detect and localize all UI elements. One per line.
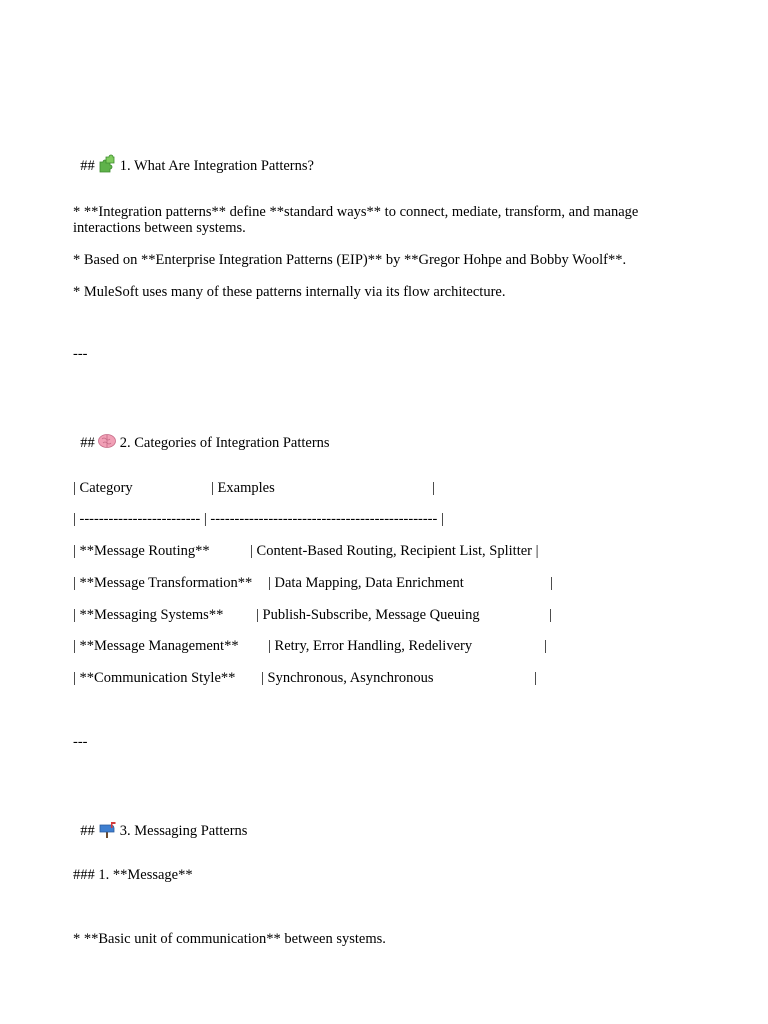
heading-prefix: ## bbox=[80, 158, 95, 174]
heading-text: 3. Messaging Patterns bbox=[119, 823, 248, 839]
table-row-2-examples: | Data Mapping, Data Enrichment bbox=[268, 575, 464, 591]
brain-icon bbox=[97, 431, 117, 451]
table-header-examples: | Examples bbox=[211, 480, 275, 496]
bullet-mulesoft: * MuleSoft uses many of these patterns internally via its flow architecture. bbox=[73, 284, 506, 300]
heading-text: 2. Categories of Integration Patterns bbox=[119, 435, 330, 451]
section-2-heading bbox=[73, 414, 330, 452]
table-row-4-category: | **Message Management** bbox=[73, 638, 239, 654]
mailbox-icon bbox=[97, 819, 117, 839]
table-row-4-end: | bbox=[544, 638, 547, 654]
divider: --- bbox=[73, 346, 88, 362]
table-row-5-category: | **Communication Style** bbox=[73, 670, 236, 686]
table-row-1-category: | **Message Routing** bbox=[73, 543, 210, 559]
divider: --- bbox=[73, 734, 88, 750]
table-row-1-examples: | Content-Based Routing, Recipient List, Splitter | bbox=[250, 543, 539, 559]
table-row-2-end: | bbox=[550, 575, 553, 591]
puzzle-piece-icon bbox=[97, 154, 117, 174]
table-row-3-end: | bbox=[549, 607, 552, 623]
table-row-2-category: | **Message Transformation** bbox=[73, 575, 253, 591]
heading-prefix: ## bbox=[80, 823, 95, 839]
table-header-end: | bbox=[432, 480, 435, 496]
table-separator: | ------------------------- | ----------------------------------------------- | bbox=[73, 511, 444, 527]
table-row-4-examples: | Retry, Error Handling, Redelivery bbox=[268, 638, 473, 654]
bullet-basic-unit: * **Basic unit of communication** between systems. bbox=[73, 931, 386, 947]
bullet-eip: * Based on **Enterprise Integration Patterns (EIP)** by **Gregor Hohpe and Bobby Woolf**. bbox=[73, 252, 627, 268]
table-header-category: | Category bbox=[73, 480, 133, 496]
bullet-integration-patterns: * **Integration patterns** define **standard ways** to connect, mediate, transform, and manage interactions between systems. bbox=[73, 204, 639, 236]
heading-prefix: ## bbox=[80, 435, 95, 451]
table-row-5-examples: | Synchronous, Asynchronous bbox=[261, 670, 434, 686]
table-row-5-end: | bbox=[534, 670, 537, 686]
table-row-3-examples: | Publish-Subscribe, Message Queuing bbox=[256, 607, 480, 623]
section-1-heading bbox=[73, 137, 314, 175]
section-3-heading bbox=[73, 802, 247, 840]
table-row-3-category: | **Messaging Systems** bbox=[73, 607, 224, 623]
subheading-message: ### 1. **Message** bbox=[73, 867, 193, 883]
heading-text: 1. What Are Integration Patterns? bbox=[119, 158, 314, 174]
